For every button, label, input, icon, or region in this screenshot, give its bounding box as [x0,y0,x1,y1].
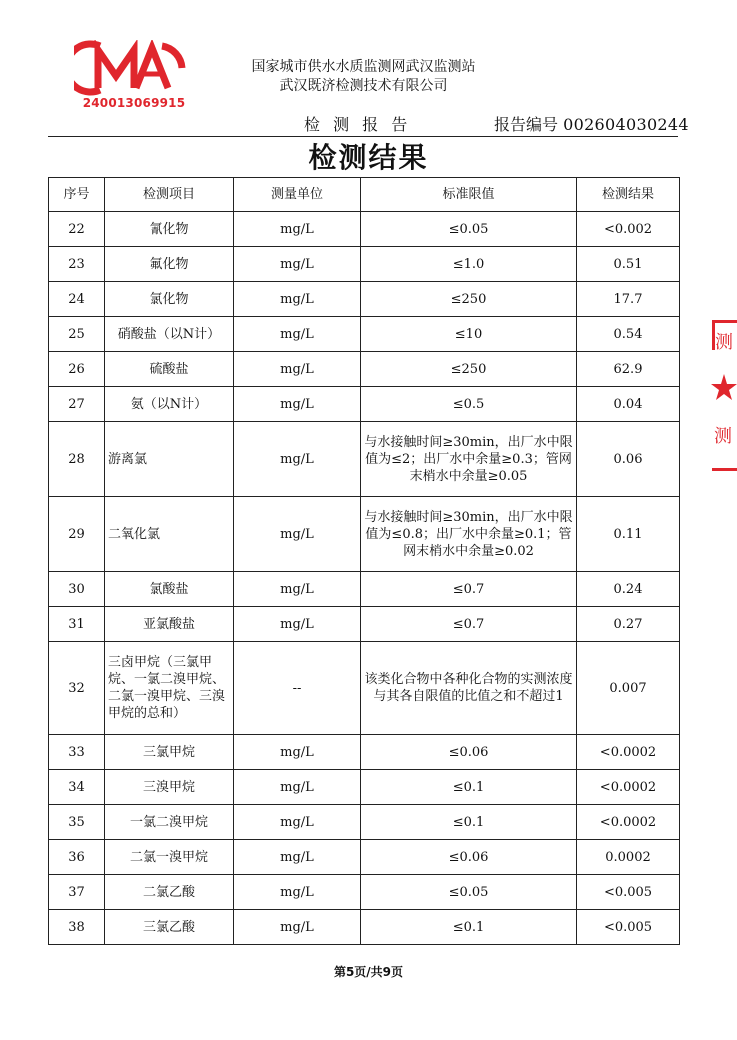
cell-result: <0.005 [577,910,680,945]
results-table [48,177,680,945]
cma-logo [74,40,190,110]
cell-limit: ≤0.1 [361,805,577,840]
cell-unit: mg/L [234,352,361,387]
cell-result: 0.51 [577,247,680,282]
cell-item: 三溴甲烷 [105,770,234,805]
report-label: 检 测 报 告 [304,115,412,134]
table-row [49,607,680,642]
cell-unit: mg/L [234,840,361,875]
table-row [49,642,680,735]
cell-result: 0.54 [577,317,680,352]
cell-result: 17.7 [577,282,680,317]
cell-item: 三卤甲烷（三氯甲烷、一氯二溴甲烷、二氯一溴甲烷、三溴甲烷的总和） [105,642,234,735]
cell-item: 一氯二溴甲烷 [105,805,234,840]
cell-limit: 与水接触时间≥30min，出厂水中限值为≤2；出厂水中余量≥0.3；管网末梢水中余量≥0.05 [361,422,577,497]
cell-item: 三氯乙酸 [105,910,234,945]
cell-result: 62.9 [577,352,680,387]
cell-no: 31 [49,607,105,642]
cell-limit: ≤0.5 [361,387,577,422]
table-row [49,352,680,387]
cell-result: <0.0002 [577,805,680,840]
col-header-result: 检测结果 [577,178,680,212]
cell-result: 0.0002 [577,840,680,875]
table-row [49,875,680,910]
cell-no: 22 [49,212,105,247]
cell-unit: mg/L [234,735,361,770]
cell-no: 23 [49,247,105,282]
cma-code: 240013069915 [82,96,186,110]
col-header-limit: 标准限值 [361,178,577,212]
cell-item: 二氯乙酸 [105,875,234,910]
svg-text:测: 测 [715,332,733,353]
table-row [49,735,680,770]
report-number-value: 002604030244 [563,115,689,134]
cell-item: 氟化物 [105,247,234,282]
cell-result: 0.007 [577,642,680,735]
cell-unit: mg/L [234,770,361,805]
cell-unit: mg/L [234,422,361,497]
cell-result: <0.005 [577,875,680,910]
table-row [49,387,680,422]
table-row [49,497,680,572]
cell-unit: mg/L [234,875,361,910]
seal-stamp [706,318,737,478]
table-row [49,840,680,875]
cell-unit: mg/L [234,247,361,282]
cell-limit: ≤0.05 [361,875,577,910]
cell-limit: 该类化合物中各种化合物的实测浓度与其各自限值的比值之和不超过1 [361,642,577,735]
col-header-no: 序号 [49,178,105,212]
org-name-line1: 国家城市供水水质监测网武汉监测站 [251,59,476,75]
cell-item: 硫酸盐 [105,352,234,387]
cell-no: 26 [49,352,105,387]
table-row [49,805,680,840]
cell-limit: ≤0.7 [361,607,577,642]
cell-item: 游离氯 [105,422,234,497]
cell-unit: mg/L [234,387,361,422]
cell-limit: ≤0.06 [361,735,577,770]
cell-unit: mg/L [234,497,361,572]
cma-logo-mark [74,40,186,98]
table-row [49,247,680,282]
cell-no: 28 [49,422,105,497]
cell-no: 25 [49,317,105,352]
cell-no: 24 [49,282,105,317]
cell-unit: -- [234,642,361,735]
cell-result: <0.002 [577,212,680,247]
table-header-row [49,178,680,212]
cell-no: 29 [49,497,105,572]
cell-no: 27 [49,387,105,422]
cell-item: 二氧化氯 [105,497,234,572]
table-row [49,422,680,497]
table-row [49,572,680,607]
cell-unit: mg/L [234,805,361,840]
cell-unit: mg/L [234,572,361,607]
cell-no: 30 [49,572,105,607]
cell-limit: ≤0.1 [361,770,577,805]
cell-result: 0.24 [577,572,680,607]
cell-limit: ≤0.1 [361,910,577,945]
table-row [49,212,680,247]
cell-no: 33 [49,735,105,770]
cell-item: 氰化物 [105,212,234,247]
cell-unit: mg/L [234,317,361,352]
cell-item: 氯酸盐 [105,572,234,607]
table-row [49,317,680,352]
cell-unit: mg/L [234,910,361,945]
cell-item: 硝酸盐（以N计） [105,317,234,352]
report-number [494,112,689,135]
cell-no: 36 [49,840,105,875]
cell-item: 二氯一溴甲烷 [105,840,234,875]
cell-result: <0.0002 [577,735,680,770]
cell-no: 34 [49,770,105,805]
cell-limit: ≤0.05 [361,212,577,247]
cell-unit: mg/L [234,282,361,317]
cell-limit: ≤1.0 [361,247,577,282]
cell-result: 0.06 [577,422,680,497]
cell-limit: 与水接触时间≥30min，出厂水中限值为≤0.8；出厂水中余量≥0.1；管网末梢水中余量≥0.02 [361,497,577,572]
cell-no: 37 [49,875,105,910]
cell-item: 氯化物 [105,282,234,317]
cell-result: 0.04 [577,387,680,422]
cell-item: 亚氯酸盐 [105,607,234,642]
cell-limit: ≤10 [361,317,577,352]
report-number-label: 报告编号 [494,115,559,134]
cell-result: 0.27 [577,607,680,642]
cell-no: 38 [49,910,105,945]
cell-no: 35 [49,805,105,840]
cell-item: 三氯甲烷 [105,735,234,770]
col-header-item: 检测项目 [105,178,234,212]
table-row [49,282,680,317]
cell-no: 32 [49,642,105,735]
cell-item: 氨（以N计） [105,387,234,422]
cell-result: <0.0002 [577,770,680,805]
cell-limit: ≤250 [361,352,577,387]
table-row [49,910,680,945]
col-header-unit: 测量单位 [234,178,361,212]
table-row [49,770,680,805]
cell-limit: ≤0.06 [361,840,577,875]
org-name-line2: 武汉既济检测技术有限公司 [279,78,448,94]
page-title: 检测结果 [308,141,429,174]
cell-unit: mg/L [234,212,361,247]
cell-result: 0.11 [577,497,680,572]
cell-limit: ≤250 [361,282,577,317]
cell-unit: mg/L [234,607,361,642]
svg-text:测: 测 [714,426,732,447]
cell-limit: ≤0.7 [361,572,577,607]
table-body [49,212,680,945]
page-number: 第5页/共9页 [333,965,404,979]
